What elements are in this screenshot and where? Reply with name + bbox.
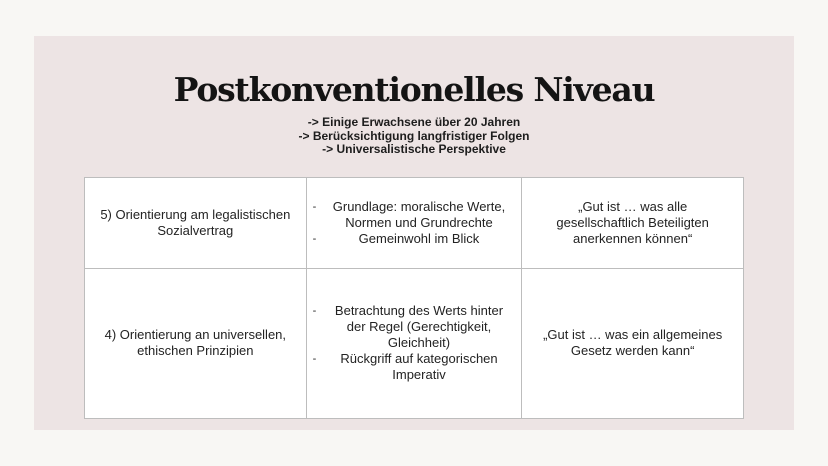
subtitle-list [34,116,794,157]
list-item: - Rückgriff auf kategorischen Imperativ [313,351,514,383]
points-cell [306,268,522,418]
subtitle-line: -> Berücksichtigung langfristiger Folgen [298,128,530,143]
table-row [85,268,744,418]
bullet-list [313,303,514,383]
list-item: - Betrachtung des Werts hinter der Regel (Gerechtigkeit, Gleichheit) [313,303,514,351]
stage-table [84,177,744,419]
points-cell [306,178,522,269]
quote-cell: „Gut ist … was alle gesellschaftlich Beteiligten anerkennen können“ [522,178,744,269]
bullet-list [313,199,514,247]
slide [34,36,794,430]
subtitle-line: -> Universalistische Perspektive [322,142,506,156]
quote-cell: „Gut ist … was ein allgemeines Gesetz werden kann“ [522,268,744,418]
stage-cell: 4) Orientierung an universellen, ethischen Prinzipien [85,268,307,418]
table-row [85,178,744,269]
stage-cell: 5) Orientierung am legalistischen Sozialvertrag [85,178,307,269]
list-item: - Gemeinwohl im Blick [313,231,514,247]
slide-title: Postkonventionelles Niveau [173,70,655,109]
subtitle-line: -> Einige Erwachsene über 20 Jahren [307,115,521,129]
list-item: - Grundlage: moralische Werte, Normen und Grundrechte [313,199,514,231]
